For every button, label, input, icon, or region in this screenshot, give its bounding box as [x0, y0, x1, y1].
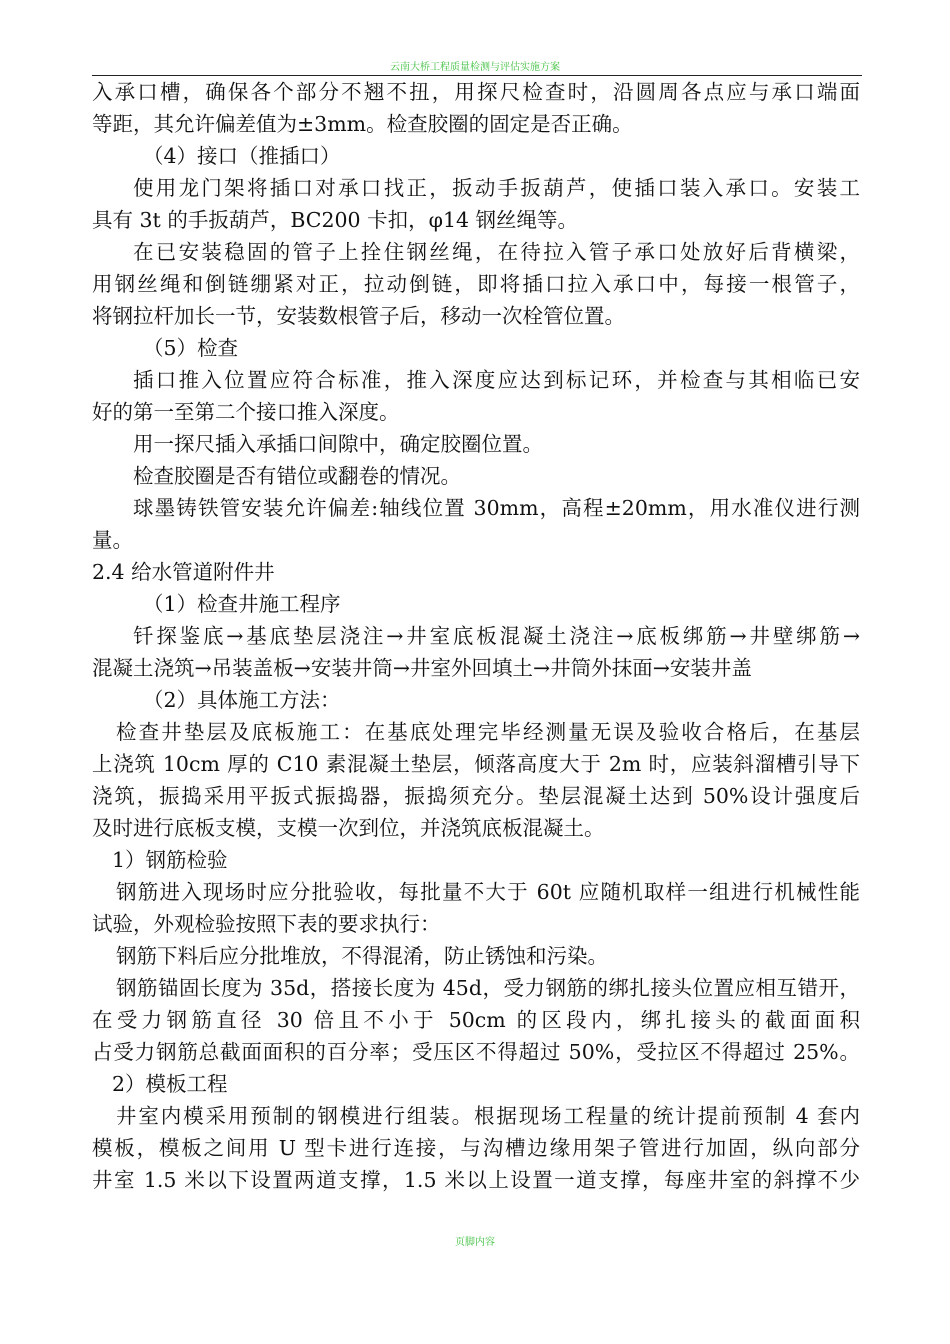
text-line: 好的第一至第二个接口推入深度。 [92, 400, 400, 424]
page-footer: 页脚内容 [455, 1237, 495, 1248]
text-line: 用一探尺插入承插口间隙中，确定胶圈位置。 [133, 432, 543, 456]
text-line: 占受力钢筋总截面面积的百分率；受压区不得超过 50%，受拉区不得超过 25%。 [92, 1040, 860, 1064]
text-line: 等距，其允许偏差值为±3mm。检查胶圈的固定是否正确。 [92, 112, 633, 136]
section-heading: （2）具体施工方法： [143, 688, 341, 712]
text-line: 插口推入位置应符合标准，推入深度应达到标记环，并检查与其相临已安 [133, 368, 860, 392]
text-line: 具有 3t 的手扳葫芦，BC200 卡扣，φ14 钢丝绳等。 [92, 208, 579, 232]
text-line: 钢筋进入现场时应分批验收，每批量不大于 60t 应随机取样一组进行机械性能 [116, 880, 860, 904]
section-heading: （1）检查井施工程序 [143, 592, 341, 616]
document-body [92, 76, 860, 1196]
text-line: 在受力钢筋直径 30 倍且不小于 50cm 的区段内，绑扎接头的截面面积 [92, 1008, 860, 1032]
text-line: 钢筋锚固长度为 35d，搭接长度为 45d，受力钢筋的绑扎接头位置应相互错开， [116, 976, 860, 1000]
text-line: 入承口槽，确保各个部分不翘不扭，用探尺检查时，沿圆周各点应与承口端面 [92, 80, 860, 104]
text-line: 使用龙门架将插口对承口找正，扳动手扳葫芦，使插口装入承口。安装工 [133, 176, 860, 200]
section-heading: 2.4 给水管道附件井 [92, 560, 275, 584]
text-line: 在已安装稳固的管子上拴住钢丝绳，在待拉入管子承口处放好后背横梁， [133, 240, 860, 264]
text-line: 井室内模采用预制的钢模进行组装。根据现场工程量的统计提前预制 4 套内 [116, 1104, 860, 1128]
section-heading: （5）检查 [143, 336, 239, 360]
section-heading: 2）模板工程 [112, 1072, 228, 1096]
text-line: 及时进行底板支模，支模一次到位，并浇筑底板混凝土。 [92, 816, 605, 840]
text-line: 井室 1.5 米以下设置两道支撑，1.5 米以上设置一道支撑，每座井室的斜撑不少 [92, 1168, 860, 1192]
section-heading: 1）钢筋检验 [112, 848, 228, 872]
text-line: 球墨铸铁管安装允许偏差:轴线位置 30mm，高程±20mm，用水准仪进行测 [133, 496, 860, 520]
text-line: 钎探鉴底→基底垫层浇注→井室底板混凝土浇注→底板绑筋→井壁绑筋→ [133, 624, 860, 648]
page-header: 云南大桥工程质量检测与评估实施方案 [390, 62, 560, 73]
text-line: 模板，模板之间用 U 型卡进行连接，与沟槽边缘用架子管进行加固，纵向部分 [92, 1136, 860, 1160]
text-line: 浇筑，振捣采用平扳式振捣器，振捣须充分。垫层混凝土达到 50%设计强度后 [92, 784, 860, 808]
section-heading: （4）接口（推插口） [143, 144, 341, 168]
text-line: 检查井垫层及底板施工：在基底处理完毕经测量无误及验收合格后，在基层 [116, 720, 860, 744]
text-line: 量。 [92, 528, 133, 552]
text-line: 试验，外观检验按照下表的要求执行： [92, 912, 441, 936]
text-line: 混凝土浇筑→吊装盖板→安装井筒→井室外回填土→井筒外抹面→安装井盖 [92, 656, 752, 680]
text-line: 将钢拉杆加长一节，安装数根管子后，移动一次栓管位置。 [92, 304, 625, 328]
text-line: 检查胶圈是否有错位或翻卷的情况。 [133, 464, 461, 488]
text-line: 上浇筑 10cm 厚的 C10 素混凝土垫层，倾落高度大于 2m 时，应装斜溜槽引导下 [92, 752, 860, 776]
text-line: 钢筋下料后应分批堆放，不得混淆，防止锈蚀和污染。 [116, 944, 608, 968]
text-line: 用钢丝绳和倒链绷紧对正，拉动倒链，即将插口拉入承口中，每接一根管子， [92, 272, 860, 296]
